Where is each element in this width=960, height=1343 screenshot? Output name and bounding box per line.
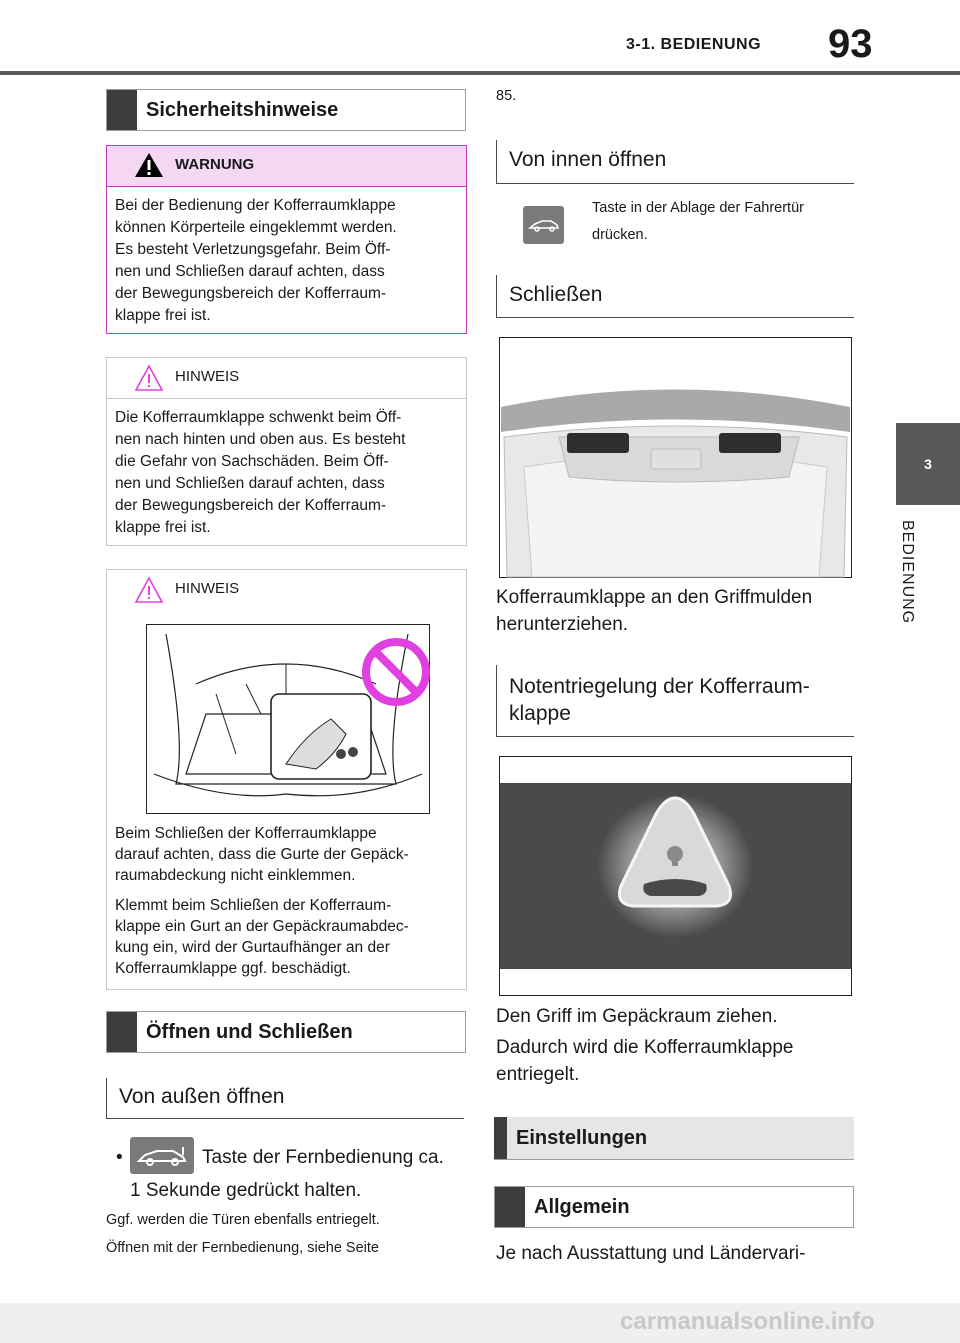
section-heading-bar [107, 1012, 137, 1052]
section-heading-einstellungen [494, 1117, 854, 1160]
hint-label: HINWEIS [175, 368, 240, 385]
hint-line: raumabdeckung nicht einklemmen. [115, 867, 356, 884]
hint-header [107, 358, 466, 399]
hint-line: darauf achten, dass die Gurte der Gepäck- [115, 846, 409, 863]
warning-line: Es besteht Verletzungsgefahr. Beim Öff- [115, 241, 391, 258]
warning-line: Bei der Bedienung der Kofferraumklappe [115, 197, 396, 214]
warning-line: der Bewegungsbereich der Kofferraum- [115, 285, 387, 302]
note-text: Ggf. werden die Türen ebenfalls entriegelt. [106, 1212, 380, 1228]
trunk-belt-illustration [146, 624, 430, 814]
header-section-title: 3-1. BEDIENUNG [626, 36, 762, 53]
hint-line: Klemmt beim Schließen der Kofferraum- [115, 897, 392, 914]
caution-triangle-icon [134, 576, 164, 604]
caution-triangle-icon [134, 364, 164, 392]
griff-text: Den Griff im Gepäckraum ziehen. [496, 1006, 778, 1027]
section-heading-text: Einstellungen [516, 1126, 648, 1149]
trunk-lid-illustration [499, 337, 852, 578]
bullet: • [116, 1147, 123, 1168]
bullet-text-line-2: 1 Sekunde gedrückt halten. [130, 1180, 362, 1201]
warning-line: nen und Schließen darauf achten, dass [115, 263, 385, 280]
section-heading-bar [495, 1187, 525, 1227]
car-trunk-icon [135, 1143, 189, 1169]
emergency-release-handle-illustration [499, 756, 852, 996]
entriegelt-text-line-2: entriegelt. [496, 1064, 580, 1085]
section-heading-text: Öffnen und Schließen [146, 1020, 353, 1043]
warning-header [107, 146, 466, 187]
warning-label: WARNUNG [175, 156, 255, 173]
section-heading-text: Sicherheitshinweise [146, 98, 339, 121]
hint-line: der Bewegungsbereich der Kofferraum- [115, 497, 387, 514]
hint-label: HINWEIS [175, 580, 240, 597]
subheading-line: klappe [509, 702, 571, 725]
warning-box [106, 145, 467, 334]
warning-line: können Körperteile eingeklemmt werden. [115, 219, 397, 236]
hint-box-2 [106, 569, 467, 990]
warning-triangle-icon [134, 152, 164, 178]
trunk-key-icon [130, 1137, 194, 1174]
innen-text-line-1: Taste in der Ablage der Fahrertür [592, 200, 804, 216]
last-text: Je nach Ausstattung und Ländervari- [496, 1243, 806, 1264]
hint-line: Beim Schließen der Kofferraumklappe [115, 825, 377, 842]
note-text: Öffnen mit der Fernbedienung, siehe Seite [106, 1240, 379, 1256]
schliessen-text-line-2: herunterziehen. [496, 614, 629, 635]
section-heading-text: Allgemein [534, 1195, 630, 1218]
hint-body [107, 815, 467, 979]
section-heading-bar [494, 1117, 507, 1159]
hint-body [107, 399, 466, 539]
schliessen-text-line-1: Kofferraumklappe an den Griffmulden [496, 587, 813, 608]
page-number: 93 [828, 22, 873, 66]
subheading-aussen: Von außen öffnen [106, 1078, 464, 1119]
chapter-side-label-text: BEDIENUNG [899, 520, 916, 625]
subheading-line: Notentriegelung der Kofferraum- [509, 675, 810, 698]
innen-text-line-2: drücken. [592, 227, 648, 243]
car-trunk-icon [527, 215, 561, 235]
hint-line: kung ein, wird der Gurtaufhänger an der [115, 939, 390, 956]
page-reference: 85. [496, 88, 517, 104]
hint-line: klappe frei ist. [115, 519, 211, 536]
hint-line: Die Kofferraumklappe schwenkt beim Öff- [115, 409, 402, 426]
hint-line: die Gefahr von Sachschäden. Beim Öff- [115, 453, 389, 470]
chapter-side-label [898, 520, 938, 640]
entriegelt-text-line-1: Dadurch wird die Kofferraumklappe [496, 1037, 794, 1058]
header-rule [0, 71, 960, 75]
door-trunk-button-icon [523, 206, 564, 244]
hint-line: klappe ein Gurt an der Gepäckraumabdec- [115, 918, 409, 935]
hint-line: Kofferraumklappe ggf. beschädigt. [115, 960, 351, 977]
warning-body [107, 187, 466, 327]
watermark-text: carmanualsonline.info [620, 1308, 875, 1335]
section-heading-bar [107, 90, 137, 130]
hint-header [107, 570, 466, 610]
subheading-notentriegelung [496, 665, 854, 737]
subheading-innen: Von innen öffnen [496, 140, 854, 184]
bullet-text-line-1: Taste der Fernbedienung ca. [202, 1147, 444, 1168]
section-heading-allgemein [494, 1186, 854, 1228]
subheading-schliessen: Schließen [496, 275, 854, 318]
section-heading-sicherheit [106, 89, 466, 131]
chapter-tab [896, 423, 960, 505]
hint-box-1 [106, 357, 467, 546]
hint-line: nen nach hinten und oben aus. Es besteht [115, 431, 406, 448]
warning-line: klappe frei ist. [115, 307, 211, 324]
section-heading-oeffnen [106, 1011, 466, 1053]
chapter-number: 3 [924, 456, 932, 472]
hint-line: nen und Schließen darauf achten, dass [115, 475, 385, 492]
